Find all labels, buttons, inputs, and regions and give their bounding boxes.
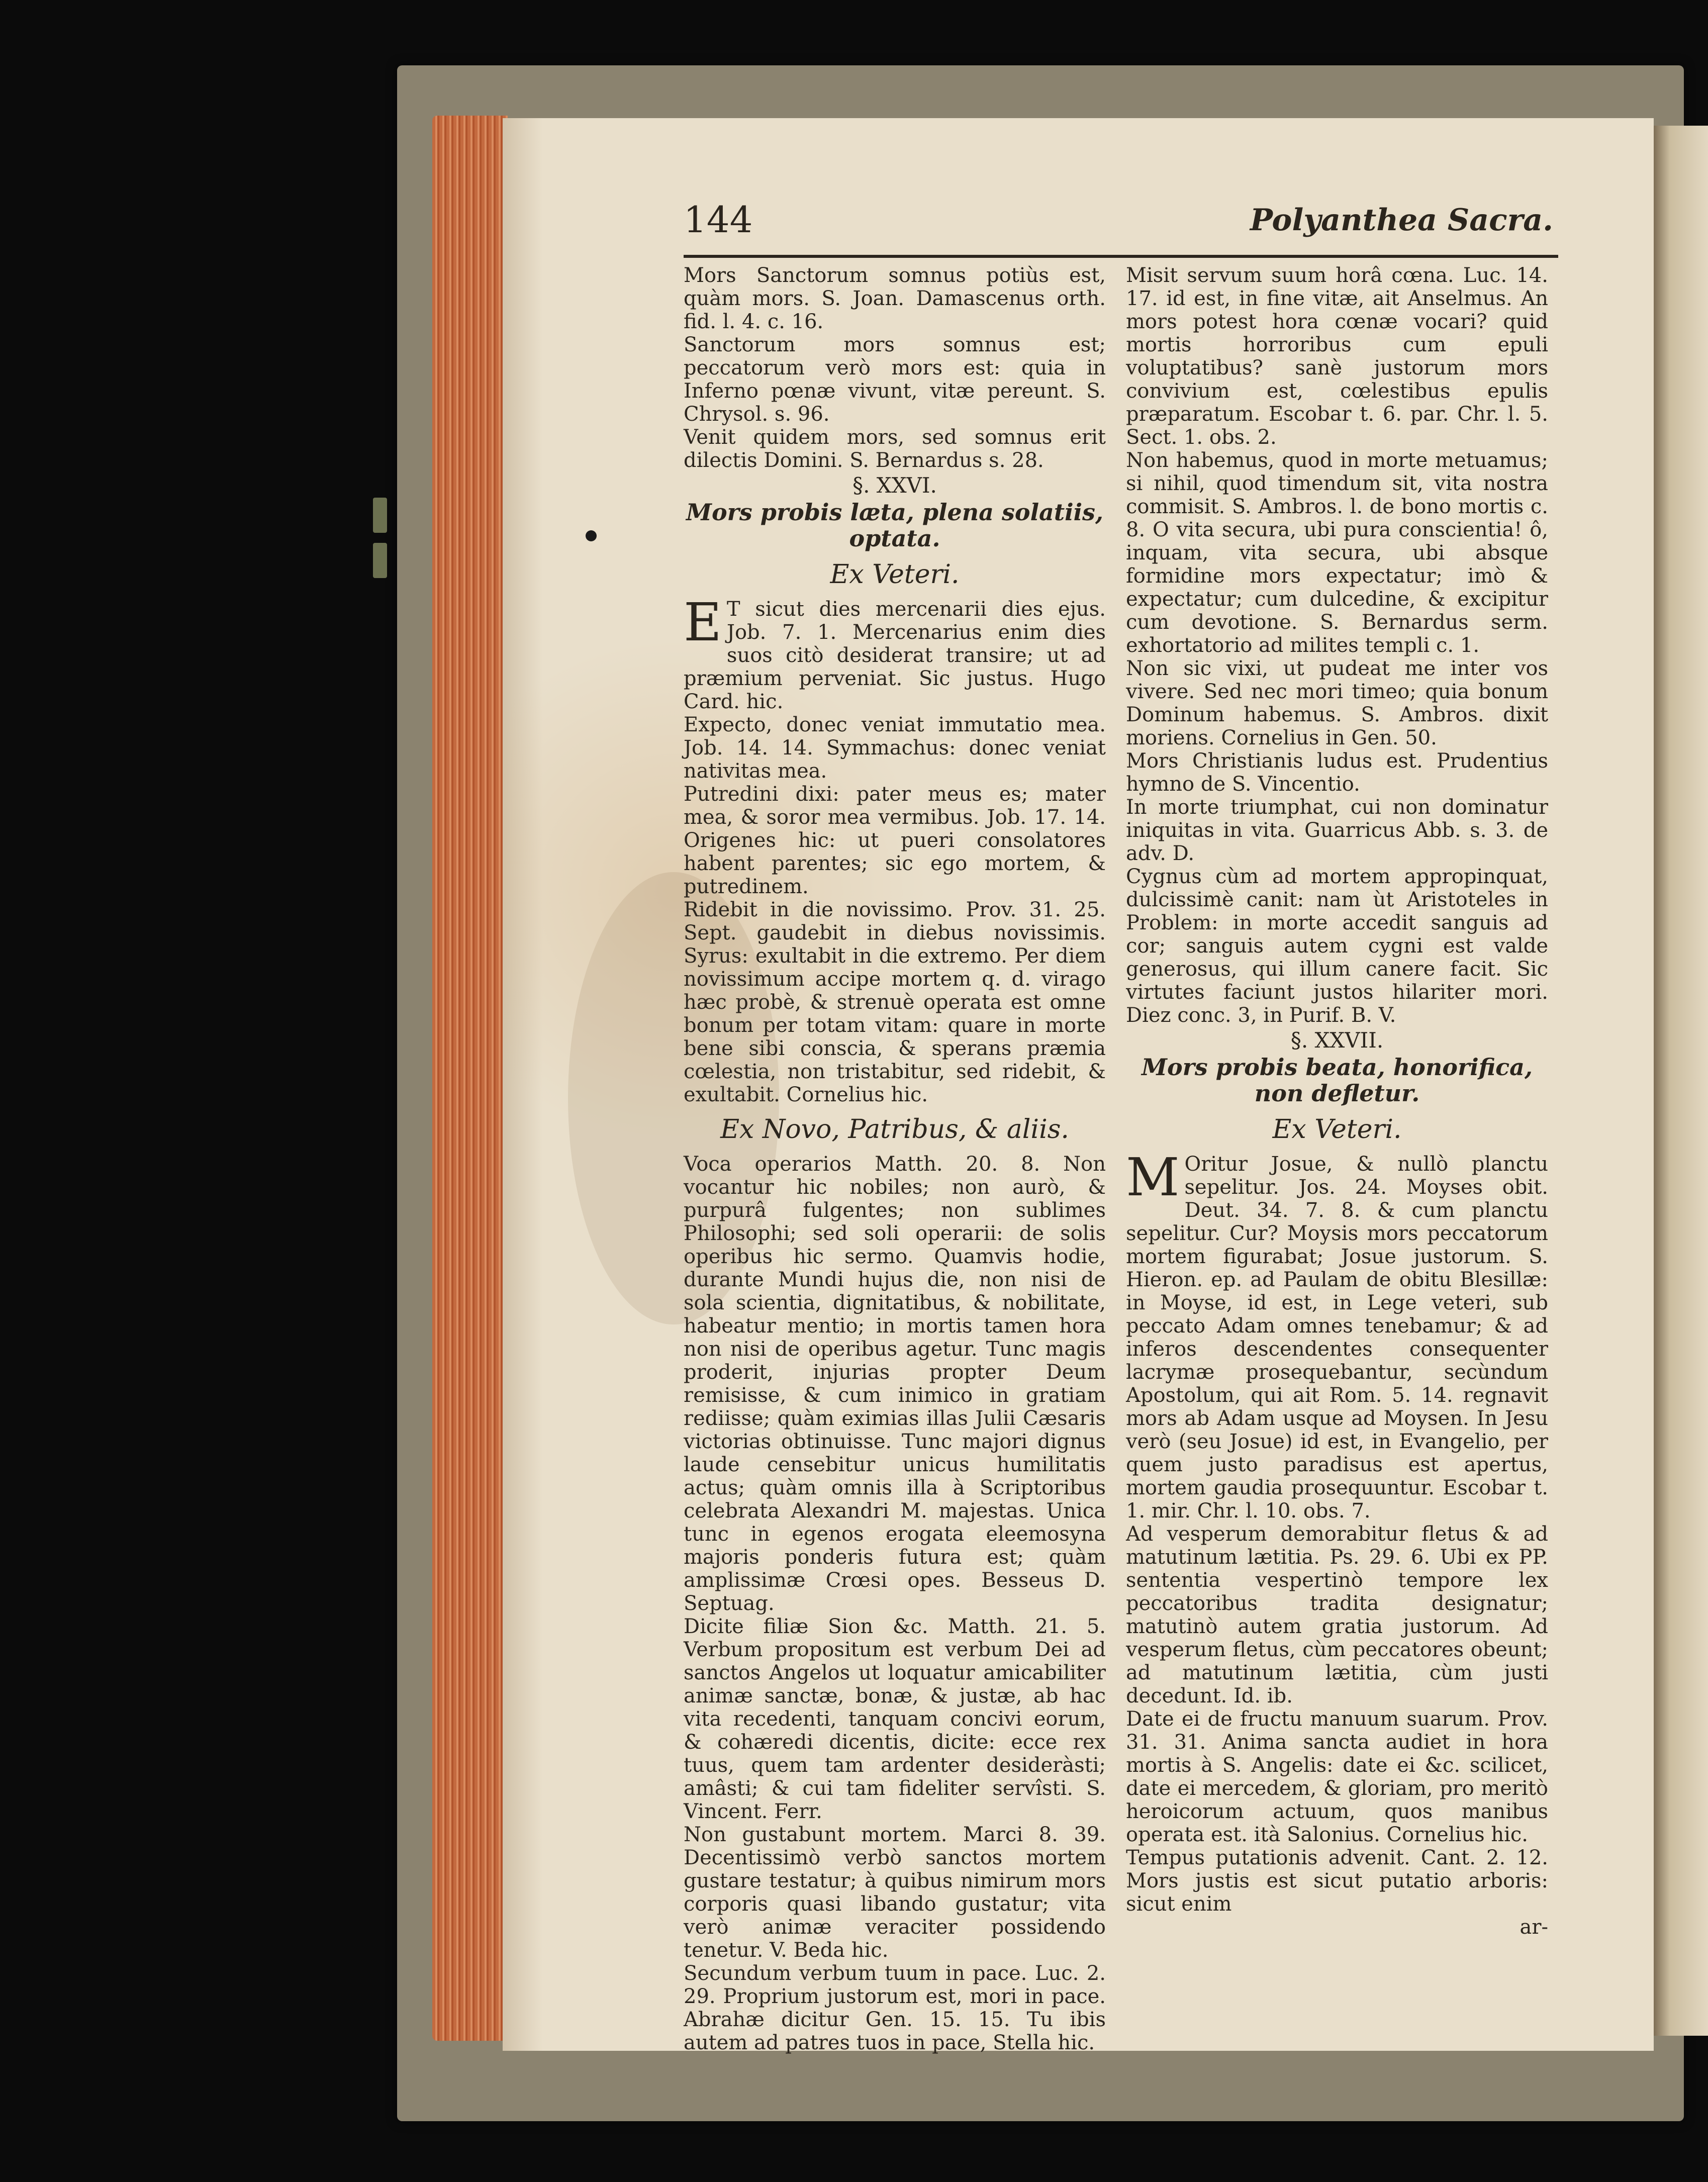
page-number: 144 bbox=[684, 199, 753, 241]
paragraph: Tempus putationis advenit. Cant. 2. 12. Mors justis est sicut putatio arboris: sicut enim bbox=[1126, 1846, 1548, 1916]
clasp-upper bbox=[373, 498, 387, 533]
paragraph: Dicite filiæ Sion &c. Matth. 21. 5. Verbum propositum est verbum Dei ad sanctos Angelos ut loquatur amicabiliter animæ sanctæ, bonæ, & justæ, ab hac vita recedenti, tanquam concivi eorum, & cohæredi dicentis, dicite: ecce rex tuus, quem tam ardenter desideràsti; amâsti; & cui tam fideliter servîsti. S. Vincent. Ferr. bbox=[684, 1615, 1106, 1823]
section-number: §. XXVII. bbox=[1290, 1028, 1384, 1053]
running-head bbox=[684, 199, 1553, 249]
book-page bbox=[503, 118, 1654, 2054]
paragraph: Non sic vixi, ut pudeat me inter vos vivere. Sed nec mori timeo; quia bonum Dominum habemus. S. Ambros. dixit moriens. Cornelius in Gen. 50. bbox=[1126, 657, 1548, 749]
paragraph: Non habemus, quod in morte metuamus; si nihil, quod timendum sit, vita nostra commisit. S. Ambros. l. de bono mortis c. 8. O vita secura, ubi pura conscientia! ô, inquam, vita secura, ubi absque formidine mors expectatur; imò & expectatur; cum dulcedine, & excipitur cum devotione. S. Bernardus serm. exhortatorio ad milites templi c. 1. bbox=[1126, 449, 1548, 657]
paragraph: Date ei de fructu manuum suarum. Prov. 31. 31. Anima sancta audiet in hora mortis à S. Angelis: date ei &c. scilicet, date ei mercedem, & gloriam, pro meritò heroicorum actuum, quos manibus operata est. ità Salonius. Cornelius hic. bbox=[1126, 1707, 1548, 1846]
subheading: Ex Veteri. bbox=[830, 559, 960, 590]
section-title: Mors probis læta, plena solatiis, optata. bbox=[686, 499, 1103, 552]
subheading: Ex Veteri. bbox=[1272, 1114, 1402, 1145]
subheading: Ex Novo, Patribus, & aliis. bbox=[720, 1114, 1069, 1145]
paragraph bbox=[1126, 1147, 1548, 1523]
catchword: ar- bbox=[1520, 1916, 1548, 1939]
ink-dot bbox=[586, 530, 597, 541]
paragraph: Expecto, donec veniat immutatio mea. Job. 14. 14. Symmachus: donec veniat nativitas mea. bbox=[684, 713, 1106, 783]
paragraph: Ridebit in die novissimo. Prov. 31. 25. Sept. gaudebit in diebus novissimis. Syrus: exultabit in die extremo. Per diem novissimum accipe mortem q. d. virago hæc probè, & strenuè operata est omne bonum per totam vitam: quare in morte bene sibi conscia, & sperans præmia cœlestia, non tristabitur, sed ridebit, & exultabit. Cornelius hic. bbox=[684, 898, 1106, 1106]
section-title: Mors probis beata, honorifica, non defletur. bbox=[1142, 1054, 1533, 1107]
paragraph: Venit quidem mors, sed somnus erit dilectis Domini. S. Bernardus s. 28. bbox=[684, 426, 1106, 472]
paragraph: Voca operarios Matth. 20. 8. Non vocantur hic nobiles; non aurò, & purpurâ fulgentes; non sublimes Philosophi; sed soli operarii: de solis operibus hic sermo. Quamvis hodie, durante Mundi hujus die, non nisi de sola scientia, dignitatibus, & nobilitate, habeatur mentio; in mortis tamen hora non nisi de operibus agetur. Tunc magis proderit, injurias propter Deum remisisse, & cum inimico in gratiam rediisse; quàm eximias illas Julii Cæsaris victorias obtinuisse. Tunc majori dignus laude censebitur unicus humilitatis actus; quàm omnis illa à Scriptoribus celebrata Alexandri M. majestas. Unica tunc in egenos erogata eleemosyna majoris ponderis futura est; quàm amplissimæ Crœsi opes. Besseus D. Septuag. bbox=[684, 1153, 1106, 1615]
paragraph: Ad vesperum demorabitur fletus & ad matutinum lætitia. Ps. 29. 6. Ubi ex PP. sententia vespertinò tempore lex peccatoribus tradita designatur; matutinò autem gratia justorum. Ad vesperum fletus, cùm peccatores obeunt; ad matutinum lætitia, cùm justi decedunt. Id. ib. bbox=[1126, 1523, 1548, 1707]
paragraph-text: Oritur Josue, & nullò planctu sepelitur. Jos. 24. Moyses obit. Deut. 34. 7. 8. & cum planctu sepelitur. Cur? Moysis mors peccatorum mortem figurabat; Josue justorum. S. Hieron. ep. ad Paulam de obitu Blesillæ: in Moyse, id est, in Lege veteri, sub peccato Adam omnes tenebamur; & ad inferos descendentes consequenter lacrymæ prosequebantur, secùndum Apostolum, qui ait Rom. 5. 14. regnavit mors ab Adam usque ad Moysen. In Jesu verò (seu Josue) id est, in Evangelio, per quem justo paradisus est apertus, mortem gaudia prosequuntur. Escobar t. 1. mir. Chr. l. 10. obs. 7. bbox=[1126, 1153, 1548, 1523]
page-edges bbox=[432, 116, 508, 2041]
running-title: Polyanthea Sacra. bbox=[1250, 203, 1553, 238]
paragraph: Mors Sanctorum somnus potiùs est, quàm mors. S. Joan. Damascenus orth. fid. l. 4. c. 16. bbox=[684, 264, 1106, 333]
paragraph: Sanctorum mors somnus est; peccatorum verò mors est: quia in Inferno pœnæ vivunt, vitæ pereunt. S. Chrysol. s. 96. bbox=[684, 333, 1106, 426]
paragraph: Putredini dixi: pater meus es; mater mea, & soror mea vermibus. Job. 17. 14. Origenes hic: ut pueri consolatores habent parentes; sic ego mortem, & putredinem. bbox=[684, 783, 1106, 898]
paragraph: Mors Christianis ludus est. Prudentius hymno de S. Vincentio. bbox=[1126, 749, 1548, 796]
paragraph: Non gustabunt mortem. Marci 8. 39. Decentissimò verbò sanctos mortem gustare testatur; à quibus nimirum mors corporis quasi libando gustatur; vita verò animæ veraciter possidendo tenetur. V. Beda hic. bbox=[684, 1823, 1106, 1962]
left-column bbox=[684, 264, 1106, 2054]
paragraph: In morte triumphat, cui non dominatur iniquitas in vita. Guarricus Abb. s. 3. de adv. D. bbox=[1126, 796, 1548, 865]
right-column bbox=[1126, 264, 1548, 1939]
head-rule bbox=[684, 255, 1558, 258]
paragraph-text: T sicut dies mercenarii dies ejus. Job. 7. 1. Mercenarius enim dies suos citò desiderat transire; ut ad præmium perveniat. Sic justus. Hugo Card. hic. bbox=[684, 598, 1106, 713]
clasp-lower bbox=[373, 543, 387, 578]
section-number: §. XXVI. bbox=[852, 473, 937, 498]
paragraph: Secundum verbum tuum in pace. Luc. 2. 29. Proprium justorum est, mori in pace. Abrahæ dicitur Gen. 15. 15. Tu ibis autem ad patres tuos in pace, Stella hic. bbox=[684, 1962, 1106, 2054]
facing-page-edge bbox=[1654, 126, 1708, 2036]
drop-initial: E bbox=[684, 592, 722, 653]
paragraph bbox=[684, 592, 1106, 713]
drop-initial: M bbox=[1126, 1147, 1180, 1208]
paragraph: Cygnus cùm ad mortem appropinquat, dulcissimè canit: nam ùt Aristoteles in Problem: in morte accedit sanguis ad cor; sanguis autem cygni est valde generosus, qui illum canere facit. Sic virtutes faciunt justos hilariter mori. Diez conc. 3, in Purif. B. V. bbox=[1126, 865, 1548, 1027]
paragraph: Misit servum suum horâ cœna. Luc. 14. 17. id est, in fine vitæ, ait Anselmus. An mors potest hora cœnæ vocari? quid mortis horroribus cum epuli voluptatibus? sanè justorum mors convivium est, cœlestibus epulis præparatum. Escobar t. 6. par. Chr. l. 5. Sect. 1. obs. 2. bbox=[1126, 264, 1548, 449]
